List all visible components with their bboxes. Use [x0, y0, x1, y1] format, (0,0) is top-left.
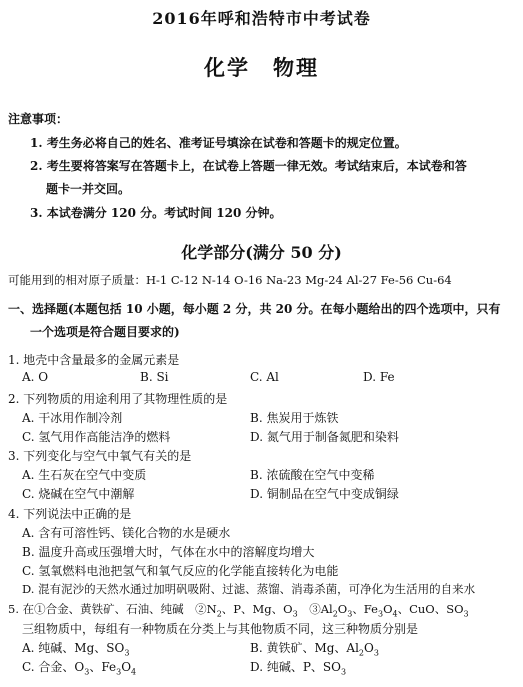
q5-option-b: B. 黄铁矿、Mg、$Al_2O_3$: [250, 641, 379, 658]
question-3-stem: 3. 下列变化与空气中氧气有关的是: [8, 449, 192, 463]
q4-option-a: A. 含有可溶性钙、镁化合物的水是硬水: [22, 526, 231, 540]
q1-option-b: B. Si: [140, 370, 169, 384]
notice-item-3: 3. 本试卷满分 120 分。考试时间 120 分钟。: [30, 206, 282, 220]
exam-title: 2016年呼和浩特市中考试卷: [152, 9, 371, 28]
q5-option-a: A. 纯碱、Mg、$SO_3$: [22, 641, 130, 658]
notice-item-1: 1. 考生务必将自己的姓名、准考证号填涂在试卷和答题卡的规定位置。: [30, 136, 407, 150]
q3-option-c: C. 烧碱在空气中潮解: [22, 487, 135, 501]
question-2-stem: 2. 下列物质的用途利用了其物理性质的是: [8, 392, 228, 406]
atomic-masses: 可能用到的相对原子质量：H-1 C-12 N-14 O-16 Na-23 Mg-24 Al-27 Fe-56 Cu-64: [8, 273, 452, 287]
notice-item-2-cont: 题卡一并交回。: [46, 182, 131, 196]
q1-option-c: C. Al: [250, 370, 279, 384]
q2-option-b: B. 焦炭用于炼铁: [250, 411, 339, 425]
question-5-line-2: 三组物质中，每组有一种物质在分类上与其他物质不同，这三种物质分别是: [22, 622, 419, 636]
notice-title: 注意事项：: [8, 112, 69, 126]
q1-option-d: D. Fe: [363, 370, 395, 384]
q5-option-c: C. 合金、$O_3$、$Fe_3O_4$: [22, 660, 137, 677]
q2-option-a: A. 干冰用作制冷剂: [22, 411, 123, 425]
q2-option-c: C. 氢气用作高能洁净的燃料: [22, 430, 171, 444]
q3-option-d: D. 铜制品在空气中变成铜绿: [250, 487, 399, 501]
notice-item-2: 2. 考生要将答案写在答题卡上，在试卷上答题一律无效。考试结束后，本试卷和答: [30, 159, 467, 173]
section-title: 化学部分(满分 50 分): [181, 243, 342, 262]
q3-option-a: A. 生石灰在空气中变质: [22, 468, 147, 482]
subject-title: 化学 物理: [204, 55, 319, 80]
instructions-line-1: 一、选择题(本题包括 10 小题，每小题 2 分，共 20 分。在每小题给出的四个选项中，只有: [8, 302, 501, 316]
q4-option-c: C. 氢氧燃料电池把氢气和氧气反应的化学能直接转化为电能: [22, 564, 339, 578]
question-1-stem: 1. 地壳中含量最多的金属元素是: [8, 353, 180, 367]
q2-option-d: D. 氮气用于制备氮肥和染料: [250, 430, 399, 444]
q4-option-d: D. 混有泥沙的天然水通过加明矾吸附、过滤、蒸馏、消毒杀菌，可净化为生活用的自来水: [22, 582, 476, 596]
q1-option-a: A. O: [22, 370, 49, 384]
q3-option-b: B. 浓硫酸在空气中变稀: [250, 468, 375, 482]
question-4-stem: 4. 下列说法中正确的是: [8, 507, 132, 521]
instructions-line-2: 一个选项是符合题目要求的): [30, 325, 180, 339]
question-5-stem: 5. 在①合金、黄铁矿、石油、纯碱 $②N_2$、P、Mg、$O_3$ $③Al_2O_3$、$Fe_3O_4$、CuO、$SO_3$: [8, 602, 469, 619]
q5-option-d: D. 纯碱、P、$SO_3$: [250, 660, 347, 677]
q4-option-b: B. 温度升高或压强增大时，气体在水中的溶解度均增大: [22, 545, 315, 559]
